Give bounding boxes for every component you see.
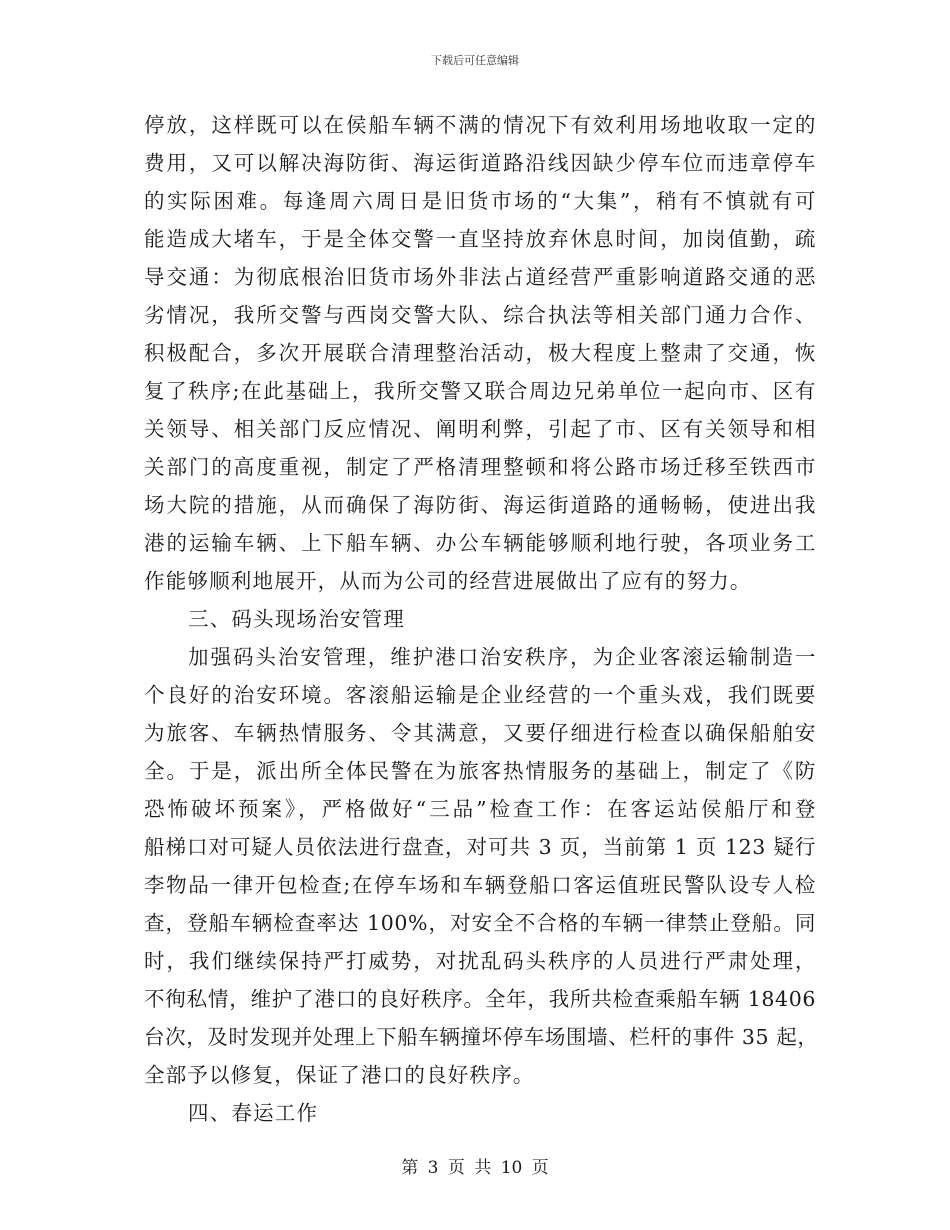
text-line: 时，我们继续保持严打威势，对扰乱码头秩序的人员进行严肃处理， xyxy=(144,949,816,973)
section-heading: 四、春运工作 xyxy=(188,1101,319,1125)
text-line: 台次，及时发现并处理上下船车辆撞坏停车场围墙、栏杆的事件 35 起， xyxy=(144,1025,819,1049)
text-line: 全。于是，派出所全体民警在为旅客热情服务的基础上，制定了《防 xyxy=(144,759,816,783)
text-line: 全部予以修复，保证了港口的良好秩序。 xyxy=(144,1063,535,1087)
text-line: 恐怖破坏预案》，严格做好“三品”检查工作：在客运站侯船厅和登 xyxy=(144,797,816,821)
text-line: 复了秩序;在此基础上，我所交警又联合周边兄弟单位一起向市、区有 xyxy=(144,379,816,403)
text-line: 关部门的高度重视，制定了严格清理整顿和将公路市场迁移至铁西市 xyxy=(144,455,816,479)
text-line: 为旅客、车辆热情服务、令其满意，又要仔细进行检查以确保船舶安 xyxy=(144,721,816,745)
document-body xyxy=(144,106,819,1132)
text-line: 费用，又可以解决海防街、海运街道路沿线因缺少停车位而违章停车 xyxy=(144,151,816,175)
page-footer: 第 3 页 共 10 页 xyxy=(401,1158,549,1178)
text-line: 导交通：为彻底根治旧货市场外非法占道经营严重影响道路交通的恶 xyxy=(144,265,816,289)
text-line: 场大院的措施，从而确保了海防街、海运街道路的通畅畅，使进出我 xyxy=(144,493,816,517)
text-line: 加强码头治安管理，维护港口治安秩序，为企业客滚运输制造一 xyxy=(188,645,816,669)
text-line: 能造成大堵车，于是全体交警一直坚持放弃休息时间，加岗值勤，疏 xyxy=(144,227,816,251)
text-line: 不徇私情，维护了港口的良好秩序。全年，我所共检查乘船车辆 18406 xyxy=(144,987,816,1011)
text-line: 查，登船车辆检查率达 100%，对安全不合格的车辆一律禁止登船。同 xyxy=(144,911,816,935)
text-line: 的实际困难。每逢周六周日是旧货市场的“大集”，稍有不慎就有可 xyxy=(144,189,816,213)
text-line: 停放，这样既可以在侯船车辆不满的情况下有效利用场地收取一定的 xyxy=(144,113,816,137)
page-header: 下载后可任意编辑 xyxy=(431,54,519,67)
text-line: 关领导、相关部门反应情况、阐明利弊，引起了市、区有关领导和相 xyxy=(144,417,816,441)
text-line: 船梯口对可疑人员依法进行盘查，对可共 3 页，当前第 1 页 123 疑行 xyxy=(144,835,816,859)
text-line: 积极配合，多次开展联合清理整治活动，极大程度上整肃了交通，恢 xyxy=(144,341,816,365)
section-heading: 三、码头现场治安管理 xyxy=(188,607,405,631)
text-line: 港的运输车辆、上下船车辆、办公车辆能够顺利地行驶，各项业务工 xyxy=(144,531,816,555)
text-line: 李物品一律开包检查;在停车场和车辆登船口客运值班民警队设专人检 xyxy=(144,873,816,897)
text-line: 作能够顺利地展开，从而为公司的经营进展做出了应有的努力。 xyxy=(144,569,752,593)
text-line: 劣情况，我所交警与西岗交警大队、综合执法等相关部门通力合作、 xyxy=(144,303,816,327)
text-line: 个良好的治安环境。客滚船运输是企业经营的一个重头戏，我们既要 xyxy=(144,683,816,707)
